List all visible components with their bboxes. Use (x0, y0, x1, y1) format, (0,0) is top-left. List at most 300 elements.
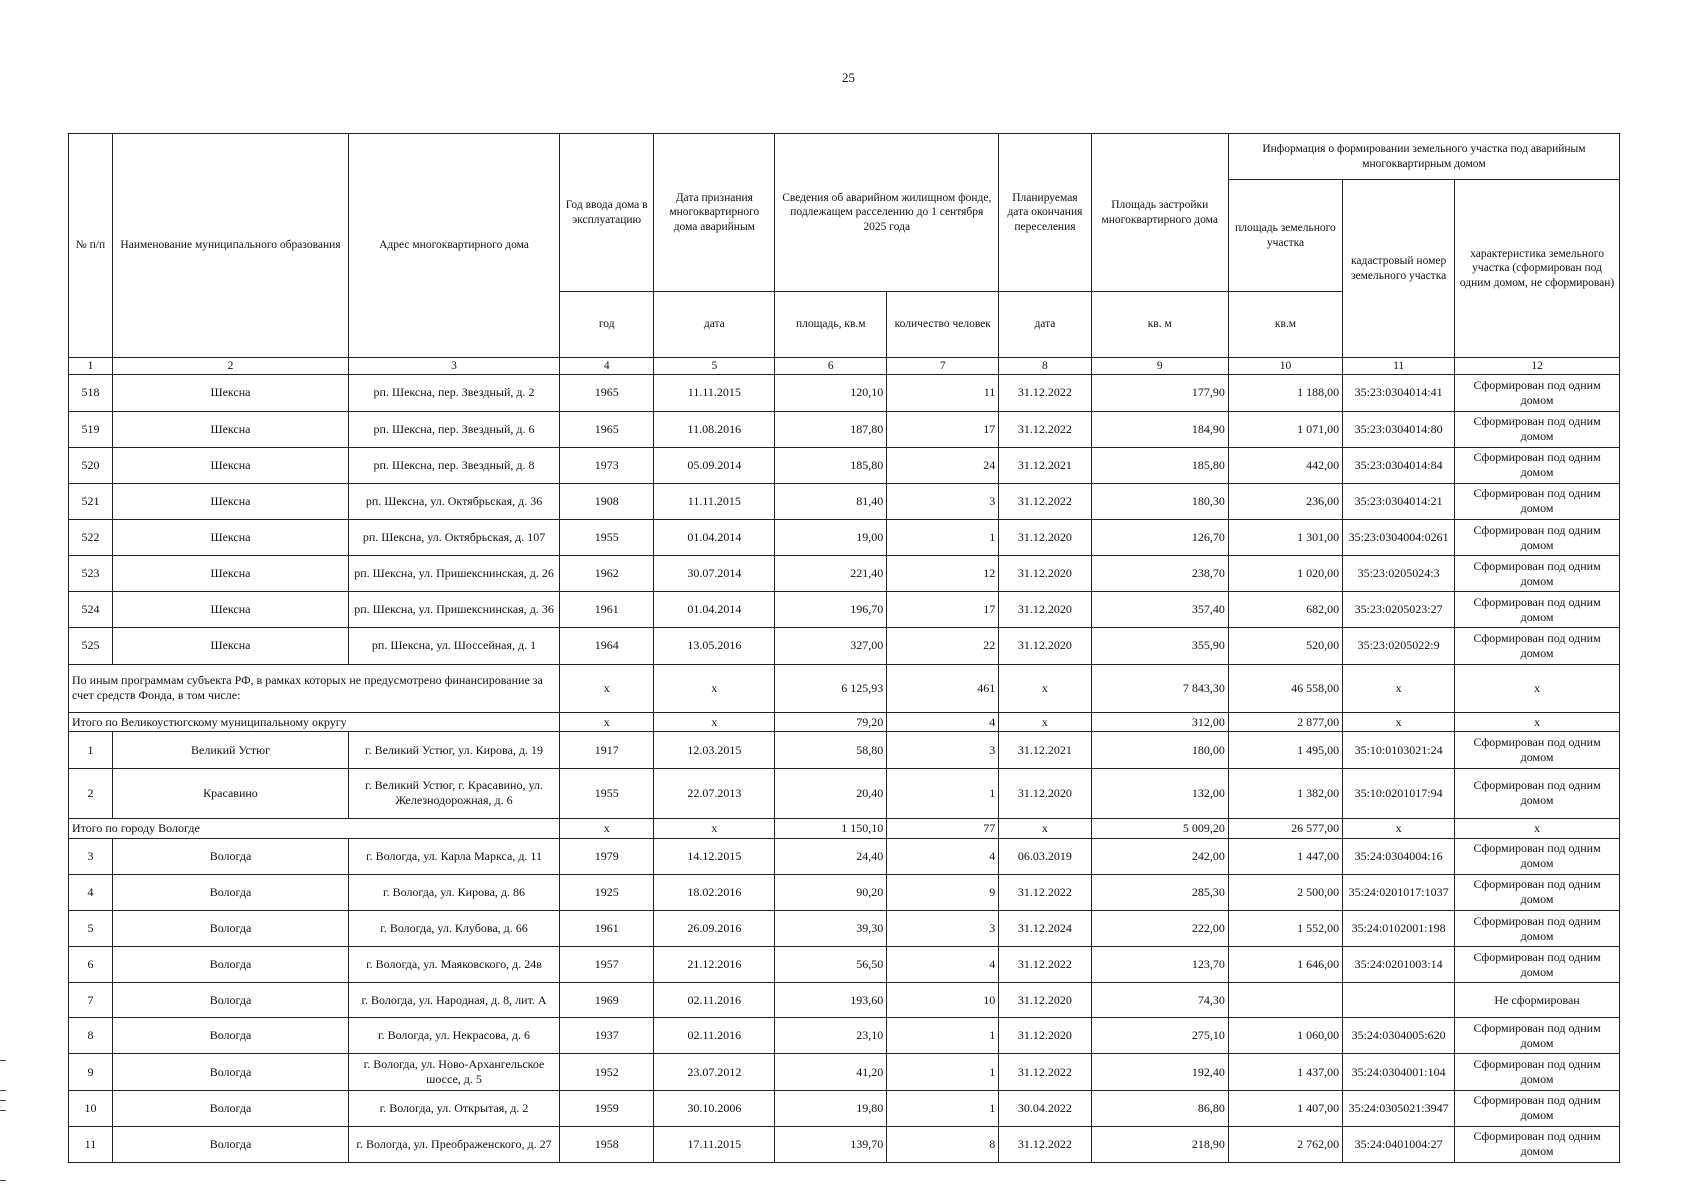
cell-end: 31.12.2021 (999, 732, 1091, 768)
subtotal-label: Итого по городу Вологде (69, 819, 560, 839)
cell-land (1228, 983, 1342, 1018)
cell-date: 17.11.2015 (654, 1126, 775, 1162)
cell-addr: г. Вологда, ул. Кирова, д. 86 (349, 874, 560, 910)
subtotal-label: Итого по Великоустюгскому муниципальному округу (69, 712, 560, 732)
cell-land: 1 071,00 (1228, 411, 1342, 447)
unit-year: год (559, 292, 653, 358)
cell-build: 180,00 (1091, 732, 1228, 768)
cell-mun: Вологда (112, 874, 348, 910)
cell-date: 01.04.2014 (654, 592, 775, 628)
cell-char: Сформирован под одним домом (1455, 1018, 1620, 1054)
header-cadastral: кадастровый номер земельного участка (1343, 180, 1455, 358)
cell-land: 1 495,00 (1228, 732, 1342, 768)
cell-area: 196,70 (775, 592, 887, 628)
cell-people: 17 (887, 411, 999, 447)
col-num: 6 (775, 358, 887, 375)
cell-area: 90,20 (775, 874, 887, 910)
cell-end: 31.12.2020 (999, 519, 1091, 555)
cell: x (1343, 712, 1455, 732)
cell: 4 (887, 712, 999, 732)
unit-area: площадь, кв.м (775, 292, 887, 358)
cell-date: 26.09.2016 (654, 910, 775, 946)
cell-end: 06.03.2019 (999, 838, 1091, 874)
cell: x (559, 712, 653, 732)
cell-cad: 35:24:0304005:620 (1343, 1018, 1455, 1054)
cell-area: 39,30 (775, 910, 887, 946)
cell-build: 123,70 (1091, 947, 1228, 983)
cell-date: 01.04.2014 (654, 519, 775, 555)
cell-no: 4 (69, 874, 113, 910)
cell-cad (1343, 983, 1455, 1018)
cell-addr: рп. Шексна, пер. Звездный, д. 6 (349, 411, 560, 447)
table-row (69, 519, 1620, 555)
cell-land: 1 060,00 (1228, 1018, 1342, 1054)
col-num: 8 (999, 358, 1091, 375)
cell-area: 56,50 (775, 947, 887, 983)
cell-build: 275,10 (1091, 1018, 1228, 1054)
cell-addr: рп. Шексна, пер. Звездный, д. 8 (349, 447, 560, 483)
cell-build: 74,30 (1091, 983, 1228, 1018)
cell-land: 442,00 (1228, 447, 1342, 483)
header-emergency-info: Сведения об аварийном жилищном фонде, подлежащем расселению до 1 сентября 2025 года (775, 134, 999, 292)
cell-area: 24,40 (775, 838, 887, 874)
cell-build: 126,70 (1091, 519, 1228, 555)
cell-mun: Шексна (112, 628, 348, 664)
cell: x (1455, 712, 1620, 732)
cell-cad: 35:23:0304014:84 (1343, 447, 1455, 483)
cell-mun: Вологда (112, 1018, 348, 1054)
table-row (69, 1126, 1620, 1162)
table-row (69, 592, 1620, 628)
header-address: Адрес многоквартирного дома (349, 134, 560, 358)
cell-mun: Вологда (112, 1126, 348, 1162)
cell: 79,20 (775, 712, 887, 732)
col-num: 4 (559, 358, 653, 375)
col-num: 11 (1343, 358, 1455, 375)
header-building-area: Площадь застройки многоквартирного дома (1091, 134, 1228, 292)
cell-end: 31.12.2022 (999, 874, 1091, 910)
cell-area: 23,10 (775, 1018, 887, 1054)
cell-area: 41,20 (775, 1054, 887, 1090)
cell-mun: Шексна (112, 592, 348, 628)
cell-end: 31.12.2024 (999, 910, 1091, 946)
cell-people: 4 (887, 838, 999, 874)
cell: x (1455, 664, 1620, 712)
cell-mun: Вологда (112, 838, 348, 874)
margin-mark (0, 1180, 6, 1181)
cell-area: 20,40 (775, 768, 887, 818)
cell-char: Сформирован под одним домом (1455, 1054, 1620, 1090)
unit-end-date: дата (999, 292, 1091, 358)
cell-land: 520,00 (1228, 628, 1342, 664)
cell-end: 31.12.2020 (999, 983, 1091, 1018)
cell-date: 12.03.2015 (654, 732, 775, 768)
cell: x (1343, 819, 1455, 839)
cell-no: 523 (69, 556, 113, 592)
cell: x (654, 664, 775, 712)
cell-year: 1937 (559, 1018, 653, 1054)
cell-people: 17 (887, 592, 999, 628)
cell-build: 184,90 (1091, 411, 1228, 447)
cell-date: 14.12.2015 (654, 838, 775, 874)
cell-char: Не сформирован (1455, 983, 1620, 1018)
cell-land: 682,00 (1228, 592, 1342, 628)
cell-land: 2 500,00 (1228, 874, 1342, 910)
cell: 77 (887, 819, 999, 839)
cell-people: 1 (887, 519, 999, 555)
cell-addr: г. Вологда, ул. Открытая, д. 2 (349, 1090, 560, 1126)
cell-year: 1961 (559, 910, 653, 946)
cell-people: 11 (887, 375, 999, 411)
cell-year: 1979 (559, 838, 653, 874)
cell-area: 81,40 (775, 483, 887, 519)
cell-area: 139,70 (775, 1126, 887, 1162)
cell-char: Сформирован под одним домом (1455, 838, 1620, 874)
table-row (69, 838, 1620, 874)
cell-people: 4 (887, 947, 999, 983)
cell-cad: 35:24:0305021:3947 (1343, 1090, 1455, 1126)
cell-area: 187,80 (775, 411, 887, 447)
cell-no: 8 (69, 1018, 113, 1054)
cell-mun: Шексна (112, 519, 348, 555)
cell-year: 1962 (559, 556, 653, 592)
cell-cad: 35:24:0201003:14 (1343, 947, 1455, 983)
cell: 7 843,30 (1091, 664, 1228, 712)
cell-area: 19,80 (775, 1090, 887, 1126)
col-num: 12 (1455, 358, 1620, 375)
cell-people: 1 (887, 768, 999, 818)
cell-end: 30.04.2022 (999, 1090, 1091, 1126)
margin-mark (0, 1090, 6, 1091)
cell-area: 327,00 (775, 628, 887, 664)
cell-land: 1 552,00 (1228, 910, 1342, 946)
table-row (69, 1018, 1620, 1054)
cell: 312,00 (1091, 712, 1228, 732)
cell-end: 31.12.2020 (999, 1018, 1091, 1054)
cell-mun: Шексна (112, 375, 348, 411)
cell-mun: Вологда (112, 947, 348, 983)
cell-people: 12 (887, 556, 999, 592)
margin-mark (0, 1060, 6, 1061)
cell-end: 31.12.2022 (999, 1054, 1091, 1090)
table-row (69, 556, 1620, 592)
cell-no: 524 (69, 592, 113, 628)
cell-addr: рп. Шексна, ул. Октябрьская, д. 36 (349, 483, 560, 519)
cell-year: 1965 (559, 375, 653, 411)
cell: 2 877,00 (1228, 712, 1342, 732)
cell-cad: 35:24:0304004:16 (1343, 838, 1455, 874)
header-year-built: Год ввода дома в эксплуатацию (559, 134, 653, 292)
cell-cad: 35:10:0201017:94 (1343, 768, 1455, 818)
col-num: 10 (1228, 358, 1342, 375)
cell-addr: рп. Шексна, пер. Звездный, д. 2 (349, 375, 560, 411)
cell-char: Сформирован под одним домом (1455, 411, 1620, 447)
cell-land: 1 188,00 (1228, 375, 1342, 411)
cell-people: 22 (887, 628, 999, 664)
cell-end: 31.12.2022 (999, 1126, 1091, 1162)
cell-addr: г. Вологда, ул. Некрасова, д. 6 (349, 1018, 560, 1054)
header-planned-end: Планируемая дата окончания переселения (999, 134, 1091, 292)
table-row (69, 411, 1620, 447)
cell-build: 185,80 (1091, 447, 1228, 483)
cell-addr: рп. Шексна, ул. Октябрьская, д. 107 (349, 519, 560, 555)
cell-cad: 35:23:0304014:41 (1343, 375, 1455, 411)
cell-char: Сформирован под одним домом (1455, 447, 1620, 483)
cell-build: 86,80 (1091, 1090, 1228, 1126)
cell-build: 132,00 (1091, 768, 1228, 818)
cell-people: 3 (887, 732, 999, 768)
cell-cad: 35:23:0205023:27 (1343, 592, 1455, 628)
table-row (69, 768, 1620, 818)
cell-char: Сформирован под одним домом (1455, 556, 1620, 592)
cell-no: 9 (69, 1054, 113, 1090)
cell-year: 1961 (559, 592, 653, 628)
cell-mun: Шексна (112, 556, 348, 592)
cell-people: 9 (887, 874, 999, 910)
cell-people: 24 (887, 447, 999, 483)
cell-date: 30.10.2006 (654, 1090, 775, 1126)
header-land-char: характеристика земельного участка (сформирован под одним домом, не сформирован) (1455, 180, 1620, 358)
cell-build: 180,30 (1091, 483, 1228, 519)
cell-addr: г. Великий Устюг, г. Красавино, ул. Железнодорожная, д. 6 (349, 768, 560, 818)
table-row (69, 375, 1620, 411)
cell-build: 285,30 (1091, 874, 1228, 910)
header-municipality: Наименование муниципального образования (112, 134, 348, 358)
cell-char: Сформирован под одним домом (1455, 910, 1620, 946)
cell-no: 11 (69, 1126, 113, 1162)
cell-no: 10 (69, 1090, 113, 1126)
col-num: 2 (112, 358, 348, 375)
cell-date: 18.02.2016 (654, 874, 775, 910)
cell-end: 31.12.2020 (999, 768, 1091, 818)
cell-area: 58,80 (775, 732, 887, 768)
cell-people: 1 (887, 1018, 999, 1054)
cell-year: 1925 (559, 874, 653, 910)
cell-cad: 35:10:0103021:24 (1343, 732, 1455, 768)
cell-char: Сформирован под одним домом (1455, 375, 1620, 411)
cell-mun: Вологда (112, 1090, 348, 1126)
col-num: 1 (69, 358, 113, 375)
cell-mun: Шексна (112, 483, 348, 519)
cell-build: 192,40 (1091, 1054, 1228, 1090)
cell: x (654, 819, 775, 839)
cell-land: 236,00 (1228, 483, 1342, 519)
cell: 6 125,93 (775, 664, 887, 712)
cell-no: 518 (69, 375, 113, 411)
cell-date: 02.11.2016 (654, 1018, 775, 1054)
cell-land: 1 407,00 (1228, 1090, 1342, 1126)
cell-end: 31.12.2022 (999, 947, 1091, 983)
margin-mark (0, 1100, 6, 1101)
cell-land: 1 301,00 (1228, 519, 1342, 555)
cell-no: 2 (69, 768, 113, 818)
cell-people: 3 (887, 910, 999, 946)
cell-addr: г. Вологда, ул. Карла Маркса, д. 11 (349, 838, 560, 874)
cell-date: 11.11.2015 (654, 483, 775, 519)
cell-addr: рп. Шексна, ул. Пришекснинская, д. 26 (349, 556, 560, 592)
cell: x (1455, 819, 1620, 839)
cell-cad: 35:23:0304004:0261 (1343, 519, 1455, 555)
cell-end: 31.12.2022 (999, 483, 1091, 519)
col-num: 3 (349, 358, 560, 375)
subtotal-row (69, 712, 1620, 732)
cell-cad: 35:23:0205022:9 (1343, 628, 1455, 664)
cell-area: 120,10 (775, 375, 887, 411)
cell-people: 1 (887, 1090, 999, 1126)
cell: x (999, 712, 1091, 732)
cell: x (559, 664, 653, 712)
cell-char: Сформирован под одним домом (1455, 874, 1620, 910)
cell-build: 355,90 (1091, 628, 1228, 664)
cell: 26 577,00 (1228, 819, 1342, 839)
cell-cad: 35:24:0201017:1037 (1343, 874, 1455, 910)
table-row (69, 983, 1620, 1018)
cell-no: 525 (69, 628, 113, 664)
table-row (69, 1090, 1620, 1126)
header-date-declared: Дата признания многоквартирного дома аварийным (654, 134, 775, 292)
cell-char: Сформирован под одним домом (1455, 1126, 1620, 1162)
cell-cad: 35:23:0304014:21 (1343, 483, 1455, 519)
cell-date: 11.08.2016 (654, 411, 775, 447)
cell-no: 5 (69, 910, 113, 946)
cell-year: 1959 (559, 1090, 653, 1126)
cell-mun: Шексна (112, 411, 348, 447)
col-num: 5 (654, 358, 775, 375)
cell-cad: 35:23:0205024:3 (1343, 556, 1455, 592)
header-no: № п/п (69, 134, 113, 358)
cell-no: 6 (69, 947, 113, 983)
cell-people: 1 (887, 1054, 999, 1090)
cell-area: 185,80 (775, 447, 887, 483)
col-num: 9 (1091, 358, 1228, 375)
cell-year: 1958 (559, 1126, 653, 1162)
cell-people: 3 (887, 483, 999, 519)
cell-cad: 35:24:0102001:198 (1343, 910, 1455, 946)
cell-end: 31.12.2021 (999, 447, 1091, 483)
cell-area: 19,00 (775, 519, 887, 555)
cell-date: 13.05.2016 (654, 628, 775, 664)
cell-mun: Вологда (112, 1054, 348, 1090)
cell-year: 1969 (559, 983, 653, 1018)
cell-mun: Шексна (112, 447, 348, 483)
cell-no: 7 (69, 983, 113, 1018)
cell-end: 31.12.2020 (999, 556, 1091, 592)
cell-date: 21.12.2016 (654, 947, 775, 983)
cell-addr: г. Вологда, ул. Клубова, д. 66 (349, 910, 560, 946)
cell-date: 05.09.2014 (654, 447, 775, 483)
cell-date: 30.07.2014 (654, 556, 775, 592)
cell: x (559, 819, 653, 839)
cell-end: 31.12.2022 (999, 375, 1091, 411)
cell-no: 520 (69, 447, 113, 483)
cell-build: 177,90 (1091, 375, 1228, 411)
program-total-row (69, 664, 1620, 712)
table-row (69, 1054, 1620, 1090)
cell-build: 218,90 (1091, 1126, 1228, 1162)
table-row (69, 910, 1620, 946)
cell-land: 1 447,00 (1228, 838, 1342, 874)
header-land-info: Информация о формировании земельного участка под аварийным многоквартирным домом (1228, 134, 1619, 180)
cell-build: 357,40 (1091, 592, 1228, 628)
cell-land: 2 762,00 (1228, 1126, 1342, 1162)
cell-addr: г. Вологда, ул. Преображенского, д. 27 (349, 1126, 560, 1162)
cell-mun: Вологда (112, 983, 348, 1018)
cell: x (1343, 664, 1455, 712)
cell-char: Сформирован под одним домом (1455, 483, 1620, 519)
table-row (69, 874, 1620, 910)
cell: 46 558,00 (1228, 664, 1342, 712)
table-row (69, 447, 1620, 483)
cell-year: 1955 (559, 768, 653, 818)
column-number-row (69, 358, 1620, 375)
cell-no: 521 (69, 483, 113, 519)
cell-cad: 35:23:0304014:80 (1343, 411, 1455, 447)
unit-build-area: кв. м (1091, 292, 1228, 358)
page-number: 25 (842, 70, 855, 85)
cell-end: 31.12.2022 (999, 411, 1091, 447)
cell-char: Сформирован под одним домом (1455, 768, 1620, 818)
cell-char: Сформирован под одним домом (1455, 732, 1620, 768)
cell-char: Сформирован под одним домом (1455, 1090, 1620, 1126)
cell-addr: рп. Шексна, ул. Пришекснинская, д. 36 (349, 592, 560, 628)
emergency-housing-table (68, 133, 1620, 1163)
cell-year: 1973 (559, 447, 653, 483)
col-num: 7 (887, 358, 999, 375)
cell-cad: 35:24:0401004:27 (1343, 1126, 1455, 1162)
margin-mark (0, 1110, 6, 1111)
cell-date: 11.11.2015 (654, 375, 775, 411)
cell-mun: Красавино (112, 768, 348, 818)
cell-addr: г. Вологда, ул. Маяковского, д. 24в (349, 947, 560, 983)
cell-land: 1 646,00 (1228, 947, 1342, 983)
cell-addr: г. Вологда, ул. Ново-Архангельское шоссе, д. 5 (349, 1054, 560, 1090)
cell-build: 222,00 (1091, 910, 1228, 946)
table-row (69, 483, 1620, 519)
table-row (69, 947, 1620, 983)
cell-addr: рп. Шексна, ул. Шоссейная, д. 1 (349, 628, 560, 664)
cell-land: 1 020,00 (1228, 556, 1342, 592)
cell: x (999, 819, 1091, 839)
cell-land: 1 437,00 (1228, 1054, 1342, 1090)
cell-area: 221,40 (775, 556, 887, 592)
cell-end: 31.12.2020 (999, 628, 1091, 664)
cell-no: 3 (69, 838, 113, 874)
cell-addr: г. Великий Устюг, ул. Кирова, д. 19 (349, 732, 560, 768)
cell-date: 02.11.2016 (654, 983, 775, 1018)
subtotal-row (69, 819, 1620, 839)
cell-end: 31.12.2020 (999, 592, 1091, 628)
unit-people: количество человек (887, 292, 999, 358)
header-land-area: площадь земельного участка (1228, 180, 1342, 292)
unit-land-area: кв.м (1228, 292, 1342, 358)
unit-date: дата (654, 292, 775, 358)
cell-people: 8 (887, 1126, 999, 1162)
cell-area: 193,60 (775, 983, 887, 1018)
cell-year: 1908 (559, 483, 653, 519)
cell-char: Сформирован под одним домом (1455, 592, 1620, 628)
cell-build: 238,70 (1091, 556, 1228, 592)
table-row (69, 732, 1620, 768)
cell: x (999, 664, 1091, 712)
cell-char: Сформирован под одним домом (1455, 947, 1620, 983)
cell-cad: 35:24:0304001:104 (1343, 1054, 1455, 1090)
cell: x (654, 712, 775, 732)
cell-mun: Великий Устюг (112, 732, 348, 768)
table-row (69, 628, 1620, 664)
cell-no: 522 (69, 519, 113, 555)
cell-year: 1965 (559, 411, 653, 447)
cell: 461 (887, 664, 999, 712)
